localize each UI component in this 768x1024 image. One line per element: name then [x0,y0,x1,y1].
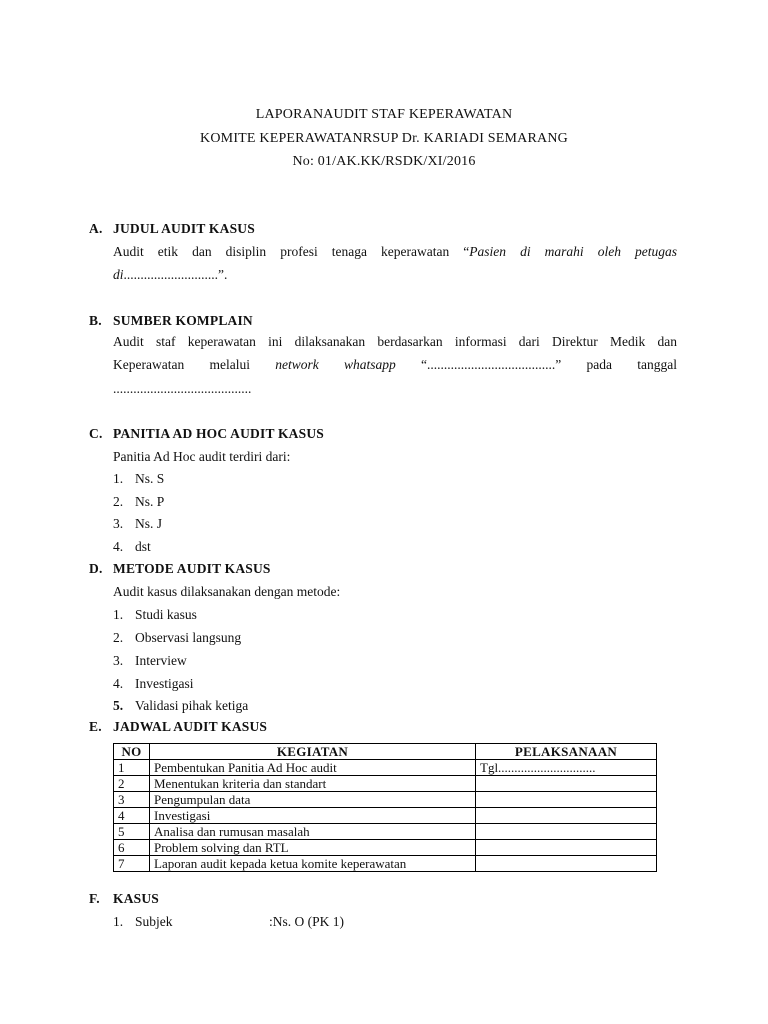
list-item [113,630,241,646]
section-c-title: PANITIA AD HOC AUDIT KASUS [113,426,324,441]
list-text: Ns. J [135,516,163,531]
section-b-italic: network whatsapp [275,357,396,372]
cell-no: 2 [114,776,150,792]
table-header-row [114,744,657,760]
section-f-heading [89,891,159,907]
cell-pelaksanaan [476,856,657,872]
section-a-heading [89,221,255,237]
subject-line [113,914,344,930]
subject-value: :Ns. O (PK 1) [269,914,345,929]
section-b-word: tanggal [637,357,678,372]
section-a-italic-2: di [113,267,124,282]
list-number: 2. [113,494,124,509]
list-text: Ns. P [135,494,165,509]
section-a-line1 [113,244,677,260]
cell-pelaksanaan [476,776,657,792]
cell-no: 4 [114,808,150,824]
list-text: Validasi pihak ketiga [135,698,249,713]
list-item [113,607,197,623]
section-b-quote: “......................................” [421,357,562,372]
section-e-letter: E. [89,719,102,734]
cell-pelaksanaan [476,840,657,856]
section-d-heading [89,561,271,577]
section-a-title: JUDUL AUDIT KASUS [113,221,255,236]
list-number: 1. [113,607,124,622]
cell-pelaksanaan [476,792,657,808]
table-row [114,840,657,856]
cell-kegiatan: Pembentukan Panitia Ad Hoc audit [150,760,476,776]
list-item [113,494,164,510]
list-number: 3. [113,653,124,668]
list-number: 1. [113,471,124,486]
section-a-letter: A. [89,221,103,236]
list-text: Observasi langsung [135,630,242,645]
table-row [114,808,657,824]
section-c-intro: Panitia Ad Hoc audit terdiri dari: [113,449,291,464]
cell-kegiatan: Pengumpulan data [150,792,476,808]
cell-no: 6 [114,840,150,856]
section-b-word: Keperawatan [113,357,185,372]
section-d-letter: D. [89,561,103,576]
section-f-title: KASUS [113,891,160,906]
table-row [114,760,657,776]
cell-no: 1 [114,760,150,776]
list-item [113,539,151,555]
section-b-line1: Audit staf keperawatan ini dilaksanakan berdasarkan informasi dari Direktur Medik dan [113,334,677,349]
list-item [113,653,187,669]
section-b-word: pada [586,357,613,372]
section-a-text: Audit etik dan disiplin profesi tenaga keperawatan “ [113,244,470,259]
table-row [114,856,657,872]
section-b-title: SUMBER KOMPLAIN [113,313,253,328]
section-d-intro: Audit kasus dilaksanakan dengan metode: [113,584,341,599]
subject-label: Subjek [135,914,173,929]
section-b-line3: ......................................... [113,381,252,396]
cell-no: 7 [114,856,150,872]
list-text: dst [135,539,151,554]
list-item [113,698,248,714]
section-b-letter: B. [89,313,102,328]
section-d-title: METODE AUDIT KASUS [113,561,271,576]
section-a-dots: ............................”. [123,267,228,282]
list-number: 3. [113,516,124,531]
table-row [114,776,657,792]
cell-kegiatan: Menentukan kriteria dan standart [150,776,476,792]
column-header-no: NO [114,744,150,760]
list-number: 5. [113,698,124,713]
table-row [114,824,657,840]
cell-kegiatan: Laporan audit kepada ketua komite keperawatan [150,856,476,872]
cell-no: 3 [114,792,150,808]
list-number: 1. [113,914,124,929]
report-committee: KOMITE KEPERAWATANRSUP Dr. KARIADI SEMARANG [200,131,568,146]
cell-no: 5 [114,824,150,840]
list-number: 4. [113,676,124,691]
section-a-italic: Pasien di marahi oleh petugas [469,244,677,259]
table-row [114,792,657,808]
list-text: Interview [135,653,187,668]
section-e-heading [89,719,267,735]
cell-pelaksanaan: Tgl.............................. [476,760,657,776]
cell-kegiatan: Investigasi [150,808,476,824]
list-number: 4. [113,539,124,554]
list-text: Ns. S [135,471,165,486]
report-number: No: 01/AK.KK/RSDK/XI/2016 [292,154,476,169]
section-b-heading [89,313,253,329]
cell-kegiatan: Problem solving dan RTL [150,840,476,856]
section-b-word: melalui [209,357,250,372]
section-c-heading [89,426,324,442]
list-text: Investigasi [135,676,194,691]
list-number: 2. [113,630,124,645]
cell-pelaksanaan [476,824,657,840]
cell-kegiatan: Analisa dan rumusan masalah [150,824,476,840]
list-item [113,471,164,487]
section-c-letter: C. [89,426,103,441]
section-f-letter: F. [89,891,100,906]
column-header-kegiatan: KEGIATAN [150,744,476,760]
section-b-line2 [113,357,677,373]
report-title: LAPORANAUDIT STAF KEPERAWATAN [255,107,513,122]
list-item [113,676,194,692]
cell-pelaksanaan [476,808,657,824]
list-text: Studi kasus [135,607,197,622]
column-header-pelaksanaan: PELAKSANAAN [476,744,657,760]
section-a-line2 [113,267,227,283]
list-item [113,516,162,532]
schedule-table [113,743,657,872]
section-e-title: JADWAL AUDIT KASUS [113,719,268,734]
